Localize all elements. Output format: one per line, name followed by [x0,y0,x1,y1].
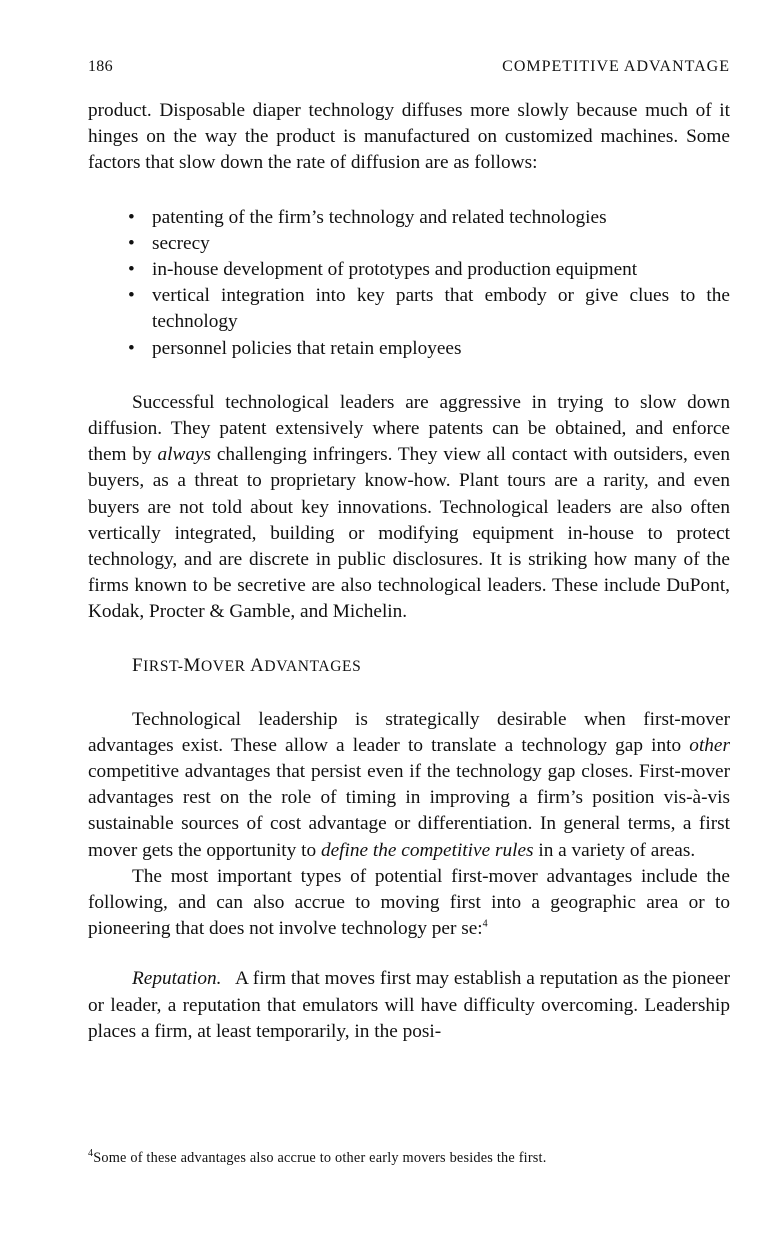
list-item-text: personnel policies that retain employees [152,337,462,359]
list-item-text: in-house development of prototypes and production equipment [152,259,638,281]
paragraph-text: The most important types of potential first-mover advantages include the following, and can also accrue to moving first into a geographic area or to pioneering that does not involve technology per se: [88,865,730,940]
paragraph-text: in a variety of areas. [533,839,696,861]
list-item [128,336,730,362]
footnote-text: Some of these advantages also accrue to other early movers besides the first. [93,1150,547,1166]
footnote [88,1150,547,1167]
book-page [88,58,730,1045]
paragraph-first-mover [88,707,730,864]
heading-small-caps: DVANTAGES [264,657,362,675]
heading-small-caps: IRST- [143,657,184,675]
footnote-marker: 4 [88,1148,94,1160]
diffusion-factors-list [88,205,730,362]
bullet-icon: • [128,337,135,359]
bullet-icon: • [128,285,135,307]
bullet-icon: • [128,206,135,228]
list-item [128,231,730,257]
run-in-heading: Reputation. [132,968,222,990]
list-item-text: vertical integration into key parts that embody or give clues to the technology [152,285,730,333]
paragraph-text: Successful technological leaders are aggressive in trying to slow down diffusion. They patent extensively where patents can be obtained, and enforce them by [88,391,730,466]
running-header [88,58,730,86]
section-heading [132,656,730,677]
bullet-icon: • [128,232,135,254]
list-item-text: secrecy [152,232,210,254]
body-text [88,98,730,1045]
list-item-text: patenting of the firm’s technology and related technologies [152,206,607,228]
heading-capital: F [132,654,144,676]
paragraph-reputation [88,966,730,1045]
paragraph-text: A firm that moves first may establish a reputation as the pioneer or leader, a reputation that emulators will have difficulty overcoming. Leadership places a firm, at least temporarily, in the posi- [88,968,730,1042]
paragraph-text: competitive advantages that persist even if the technology gap closes. First-mover advantages rest on the role of timing in improving a firm’s position vis-à-vis sustainable sources of cost advantage or differentiation. In general terms, a first mover gets the opportunity to [88,761,730,861]
list-item [128,205,730,231]
heading-small-caps: OVER [201,657,251,675]
paragraph-text: Technological leadership is strategically desirable when first-mover advantages exist. These allow a leader to translate a technology gap into [88,708,730,756]
emphasis-define-rules: define the competitive rules [320,839,534,861]
emphasis-always: always [157,444,212,466]
bullet-icon: • [128,259,135,281]
footnote-reference: 4 [482,918,488,930]
running-title: COMPETITIVE ADVANTAGE [502,58,730,75]
paragraph-text: challenging infringers. They view all contact with outsiders, even buyers, as a threat to proprietary know-how. Plant tours are a rarity, and even buyers are not told about key innovations. Technological leaders are also often vertically integrated, building or modifying equipment in-house to protect technology, and are discrete in public disclosures. It is striking how many of the firms known to be secretive are also technological leaders. These include DuPont, Kodak, Procter & Gamble, and Michelin. [88,444,730,623]
paragraph-technological-leaders [88,390,730,626]
page-number: 186 [88,58,113,75]
emphasis-other: other [689,734,730,756]
list-item [128,257,730,283]
paragraph-continuation: product. Disposable diaper technology diffuses more slowly because much of it hinges on the way the product is manufactured on customized machines. Some factors that slow down the rate of diffusion are as follows: [88,100,730,174]
heading-capital: M [183,654,201,676]
list-item [128,283,730,335]
paragraph-types-of-advantages [88,864,730,943]
heading-capital: A [250,654,265,676]
